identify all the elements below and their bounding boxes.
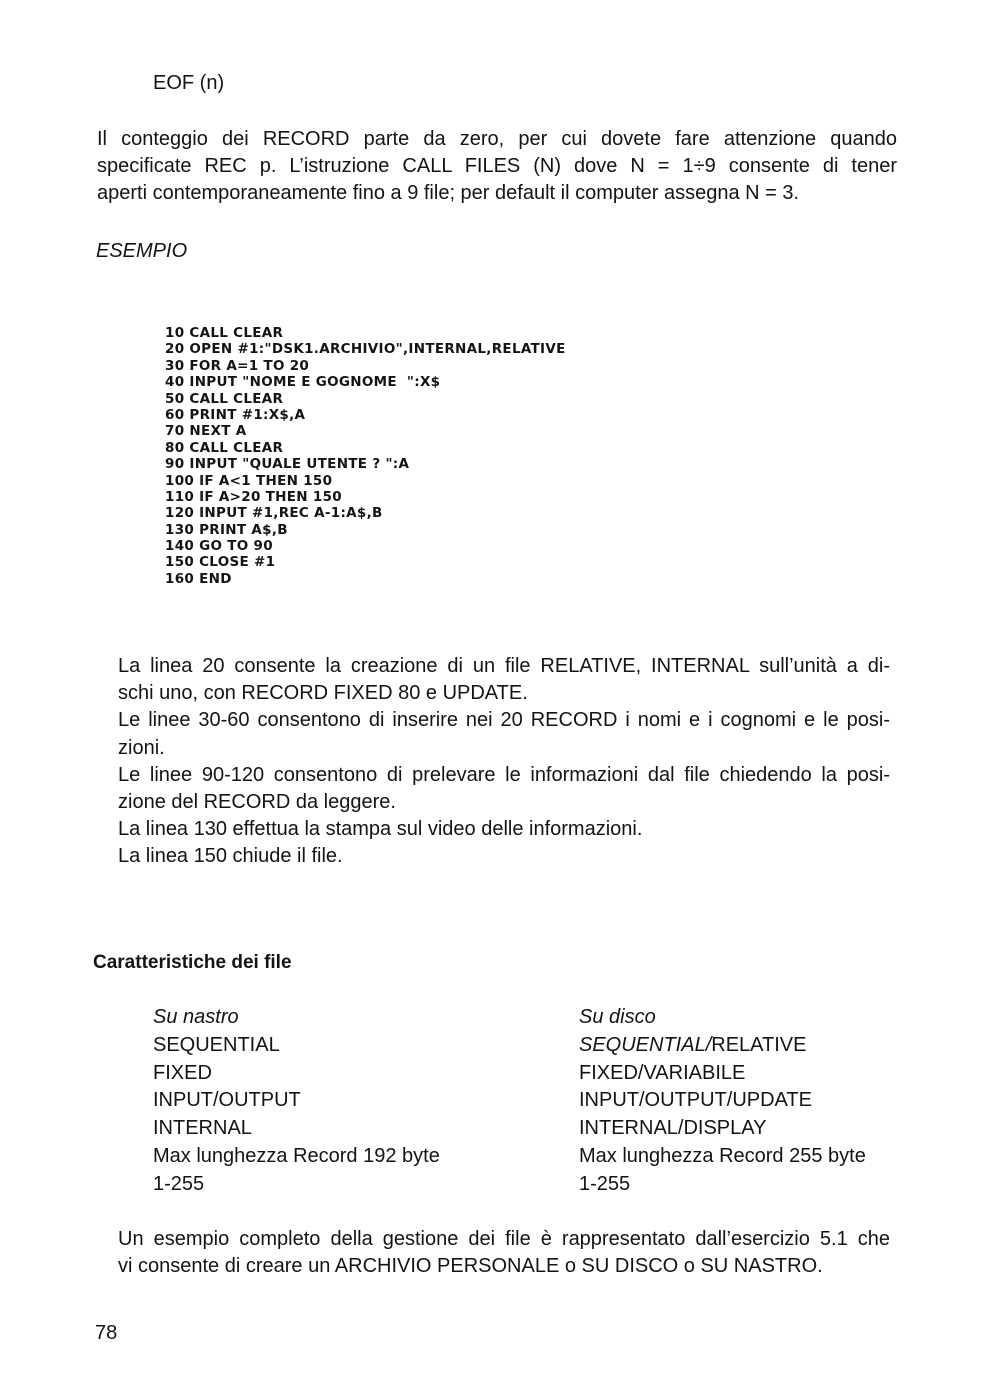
disk-feature: INTERNAL/DISPLAY [579, 1117, 767, 1140]
tape-feature: INPUT/OUTPUT [153, 1089, 301, 1112]
code-line: 70 NEXT A [165, 423, 247, 440]
closing-line: Un esempio completo della gestione dei file è rappresentato dall’esercizio 5.1 che [118, 1228, 890, 1250]
disk-feature-rest: RELATIVE [711, 1033, 807, 1056]
disk-feature [579, 1032, 866, 1060]
closing-paragraph [118, 1226, 890, 1280]
tape-feature: SEQUENTIAL [153, 1033, 280, 1056]
intro-paragraph [97, 126, 897, 207]
explanation-line: Le linee 90-120 consentono di prelevare le informazioni dal file chiedendo la posi- [118, 763, 890, 786]
code-line: 50 CALL CLEAR [165, 390, 284, 407]
code-line: 10 CALL CLEAR [165, 325, 284, 341]
code-line: 120 INPUT #1,REC A-1:A$,B [165, 505, 383, 522]
disk-feature: FIXED/VARIABILE [579, 1061, 746, 1084]
code-line: 160 END [165, 570, 232, 587]
tape-feature: INTERNAL [153, 1117, 252, 1140]
code-line: 30 FOR A=1 TO 20 [165, 357, 310, 374]
eof-code-line: EOF (n) [153, 72, 225, 94]
disk-feature: Max lunghezza Record 255 byte [579, 1144, 866, 1167]
disk-feature-italic: SEQUENTIAL/ [579, 1033, 712, 1056]
code-line: 80 CALL CLEAR [165, 439, 284, 456]
page-number: 78 [95, 1322, 118, 1344]
explanation-line: zione del RECORD da leggere. [118, 791, 396, 814]
intro-line: aperti contemporaneamente fino a 9 file; per default il computer assegna N = 3. [97, 182, 800, 204]
code-line: 150 CLOSE #1 [165, 554, 276, 571]
explanation-line: zioni. [118, 736, 165, 759]
example-label: ESEMPIO [96, 240, 188, 262]
explanation-block [118, 653, 890, 871]
code-line: 40 INPUT "NOME E GOGNOME ":X$ [165, 374, 441, 391]
explanation-line: schi uno, con RECORD FIXED 80 e UPDATE. [118, 682, 528, 705]
program-listing [165, 325, 566, 587]
code-line: 20 OPEN #1:"DSK1.ARCHIVIO",INTERNAL,RELATIVE [165, 341, 566, 358]
explanation-line: La linea 150 chiude il file. [118, 845, 343, 868]
explanation-line: La linea 130 effettua la stampa sul video delle informazioni. [118, 818, 643, 841]
section-title: Caratteristiche dei file [93, 952, 292, 973]
tape-feature: 1-255 [153, 1172, 205, 1195]
code-line: 90 INPUT "QUALE UTENTE ? ":A [165, 456, 410, 473]
disk-column-header: Su disco [579, 1006, 656, 1028]
disk-feature: INPUT/OUTPUT/UPDATE [579, 1089, 812, 1112]
code-line: 60 PRINT #1:X$,A [165, 406, 306, 423]
tape-column [153, 1004, 440, 1199]
closing-line: vi consente di creare un ARCHIVIO PERSONALE o SU DISCO o SU NASTRO. [118, 1255, 823, 1277]
code-line: 140 GO TO 90 [165, 538, 273, 555]
code-line: 100 IF A<1 THEN 150 [165, 472, 333, 489]
tape-feature: Max lunghezza Record 192 byte [153, 1144, 440, 1167]
code-line: 110 IF A>20 THEN 150 [165, 488, 342, 505]
disk-column [579, 1004, 866, 1199]
disk-feature: 1-255 [579, 1172, 631, 1195]
explanation-line: Le linee 30-60 consentono di inserire nei 20 RECORD i nomi e i cognomi e le posi- [118, 709, 890, 732]
explanation-line: La linea 20 consente la creazione di un file RELATIVE, INTERNAL sull’unità a di- [118, 655, 890, 677]
intro-line: specificate REC p. L’istruzione CALL FILES (N) dove N = 1÷9 consente di tener [97, 155, 897, 177]
intro-line: Il conteggio dei RECORD parte da zero, per cui dovete fare attenzione quando [97, 128, 897, 150]
tape-column-header: Su nastro [153, 1006, 239, 1028]
code-line: 130 PRINT A$,B [165, 521, 288, 538]
tape-feature: FIXED [153, 1061, 212, 1084]
